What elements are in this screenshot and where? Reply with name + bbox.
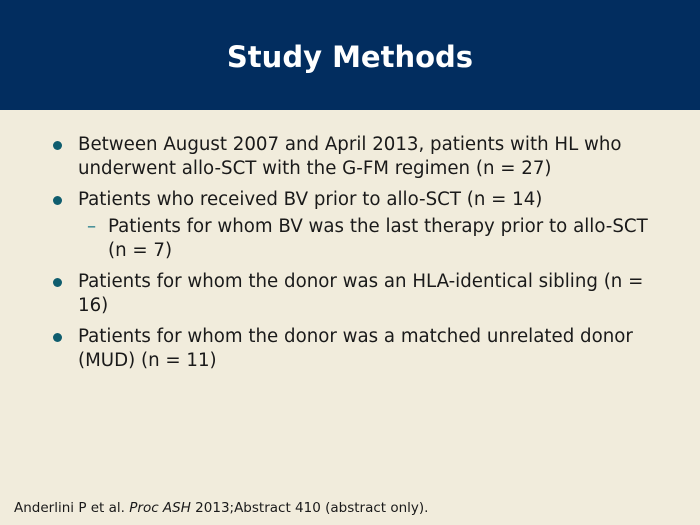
sub-bullet-item <box>50 215 670 263</box>
citation <box>14 500 428 516</box>
bullet-item <box>50 133 670 181</box>
citation-journal: Proc ASH <box>129 500 191 516</box>
citation-authors: Anderlini P et al. <box>14 500 125 516</box>
slide-title: Study Methods <box>226 40 474 74</box>
bullet-dot-icon <box>53 141 62 150</box>
bullet-list <box>50 133 670 380</box>
slide-header <box>0 0 700 110</box>
bullet-dot-icon <box>53 333 62 342</box>
bullet-text: Patients for whom the donor was a matched unrelated donor (MUD) (n = 11) <box>78 326 633 371</box>
bullet-text: Patients who received BV prior to allo-SCT (n = 14) <box>78 189 543 210</box>
bullet-item <box>50 270 670 318</box>
bullet-dot-icon <box>53 196 62 205</box>
bullet-item <box>50 188 670 212</box>
sub-bullet-text: Patients for whom BV was the last therapy prior to allo-SCT (n = 7) <box>108 216 648 261</box>
bullet-item <box>50 325 670 373</box>
bullet-text: Between August 2007 and April 2013, patients with HL who underwent allo-SCT with the G-FM regimen (n = 27) <box>78 134 622 179</box>
bullet-dot-icon <box>53 278 62 287</box>
dash-marker: – <box>87 216 97 237</box>
bullet-text: Patients for whom the donor was an HLA-identical sibling (n = 16) <box>78 271 644 316</box>
citation-details: 2013;Abstract 410 (abstract only). <box>195 500 429 516</box>
